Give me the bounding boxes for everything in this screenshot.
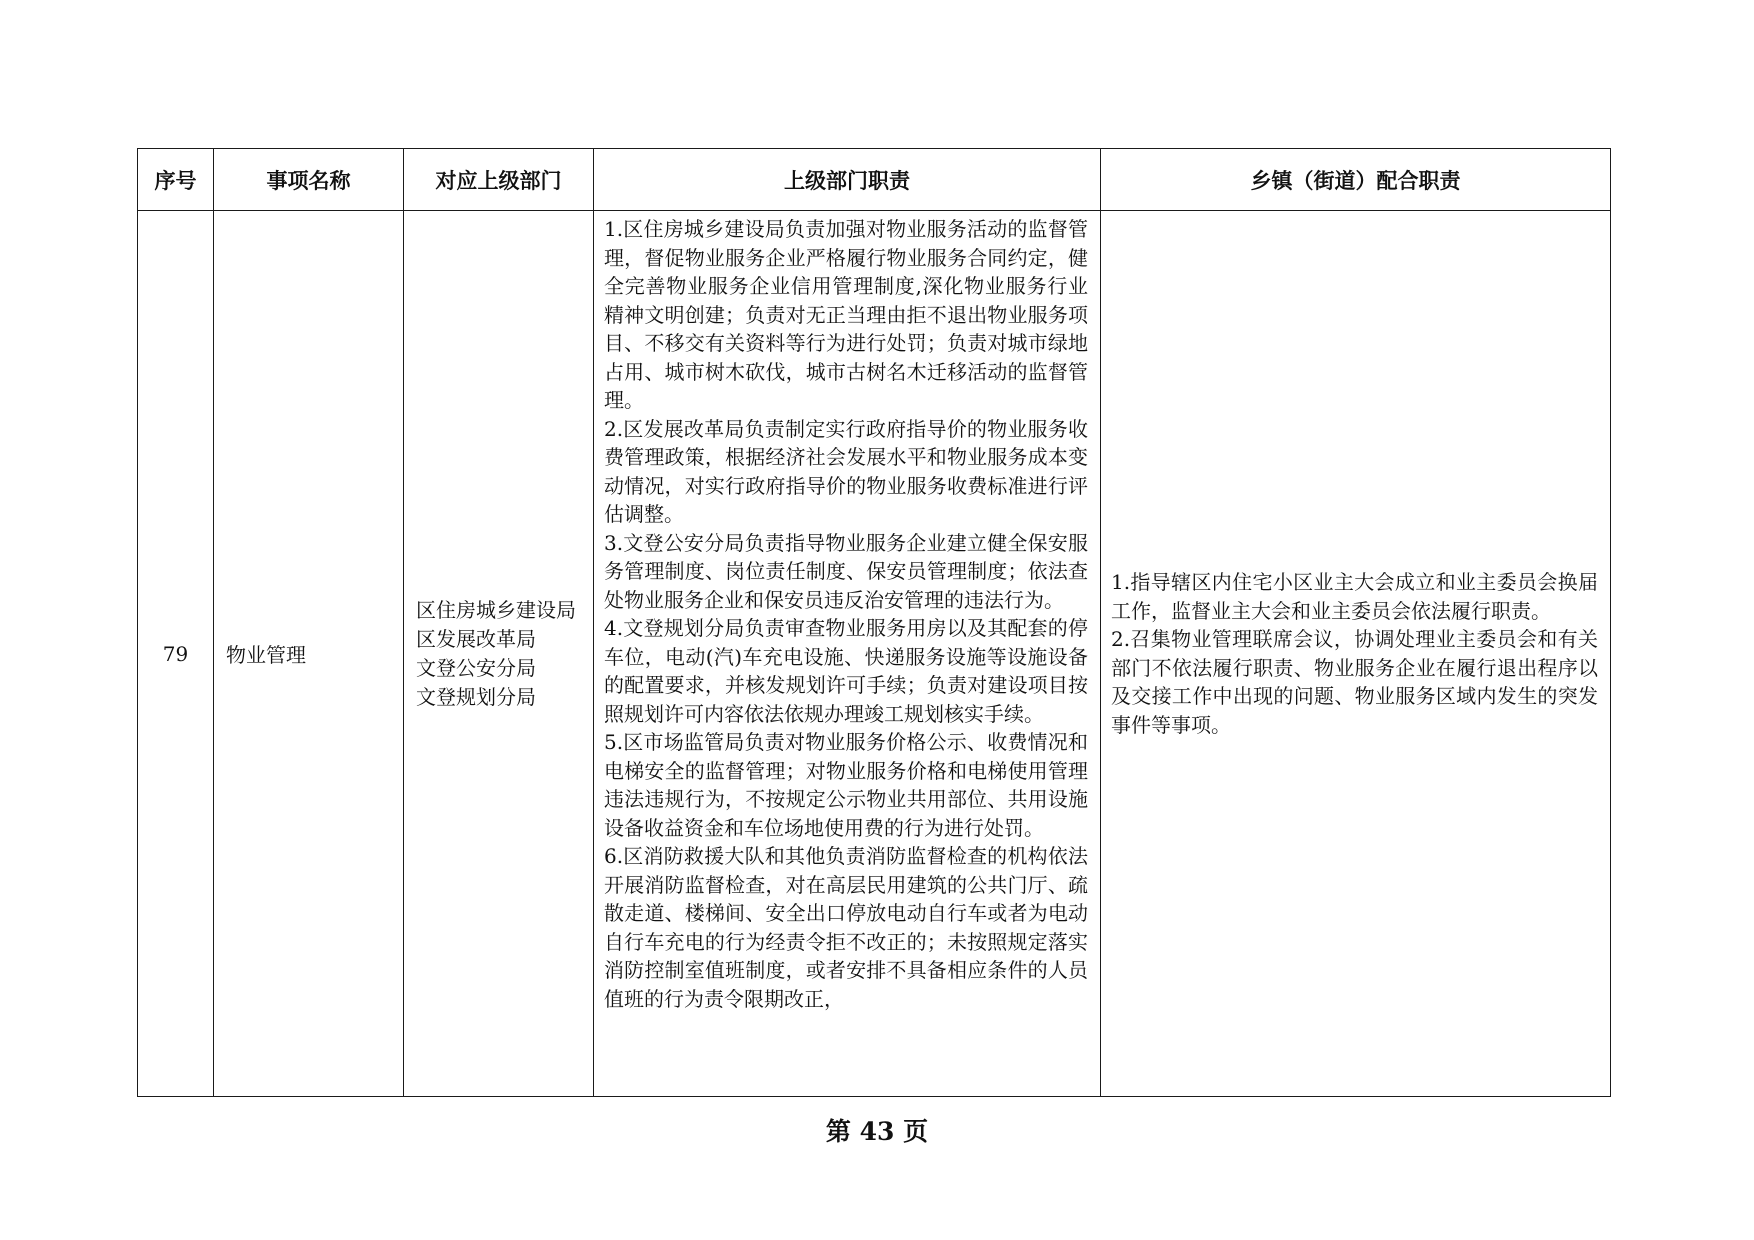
row-superior-duties — [594, 211, 1101, 1097]
table-header-row — [138, 149, 1611, 211]
cooperation-paragraph: 1.指导辖区内住宅小区业主大会成立和业主委员会换届工作，监督业主大会和业主委员会依法履行职责。 — [1111, 570, 1598, 623]
department-line: 文登规划分局 — [416, 684, 536, 709]
duty-paragraph: 6.区消防救援大队和其他负责消防监督检查的机构依法开展消防监督检查，对在高层民用建筑的公共门厅、疏散走道、楼梯间、安全出口停放电动自行车或者为电动自行车充电的行为经责令拒不改正的；未按照规定落实消防控制室值班制度，或者安排不具备相应条件的人员值班的行为责令限期改正， — [604, 844, 1088, 1011]
row-township-cooperation — [1101, 211, 1611, 1097]
duty-paragraph: 3.文登公安分局负责指导物业服务企业建立健全保安服务管理制度、岗位责任制度、保安员管理制度；依法查处物业服务企业和保安员违反治安管理的违法行为。 — [604, 530, 1088, 612]
duty-paragraph: 4.文登规划分局负责审查物业服务用房以及其配套的停车位，电动(汽)车充电设施、快递服务设施等设施设备的配置要求，并核发规划许可手续；负责对建设项目按照规划许可内容依法依规办理竣工规划核实手续。 — [604, 616, 1088, 726]
row-item-name: 物业管理 — [214, 211, 404, 1097]
duty-paragraph: 2.区发展改革局负责制定实行政府指导价的物业服务收费管理政策，根据经济社会发展水平和物业服务成本变动情况，对实行政府指导价的物业服务收费标准进行评估调整。 — [604, 416, 1088, 526]
header-township-cooperation: 乡镇（街道）配合职责 — [1101, 149, 1611, 211]
cooperation-paragraph: 2.召集物业管理联席会议，协调处理业主委员会和有关部门不依法履行职责、物业服务企业在履行退出程序以及交接工作中出现的问题、物业服务区域内发生的突发事件等事项。 — [1111, 627, 1598, 737]
duty-paragraph: 1.区住房城乡建设局负责加强对物业服务活动的监督管理，督促物业服务企业严格履行物业服务合同约定，健全完善物业服务企业信用管理制度,深化物业服务行业精神文明创建；负责对无正当理由拒不退出物业服务项目、不移交有关资料等行为进行处罚；负责对城市绿地占用、城市树木砍伐，城市古树名木迁移活动的监督管理。 — [604, 217, 1088, 412]
header-item-name: 事项名称 — [214, 149, 404, 211]
duty-paragraph: 5.区市场监管局负责对物业服务价格公示、收费情况和电梯安全的监督管理；对物业服务价格和电梯使用管理违法违规行为，不按规定公示物业共用部位、共用设施设备收益资金和车位场地使用费的行为进行处罚。 — [604, 730, 1088, 840]
header-superior-duties: 上级部门职责 — [594, 149, 1101, 211]
department-line: 文登公安分局 — [416, 655, 536, 680]
department-line: 区住房城乡建设局 — [416, 597, 576, 622]
row-departments — [404, 211, 594, 1097]
table-row — [138, 211, 1611, 1097]
page-number: 第 43 页 — [825, 1117, 929, 1146]
department-line: 区发展改革局 — [416, 626, 536, 651]
header-superior-department: 对应上级部门 — [404, 149, 594, 211]
responsibility-table — [137, 148, 1611, 1097]
row-serial-number: 79 — [138, 211, 214, 1097]
header-serial-number: 序号 — [138, 149, 214, 211]
